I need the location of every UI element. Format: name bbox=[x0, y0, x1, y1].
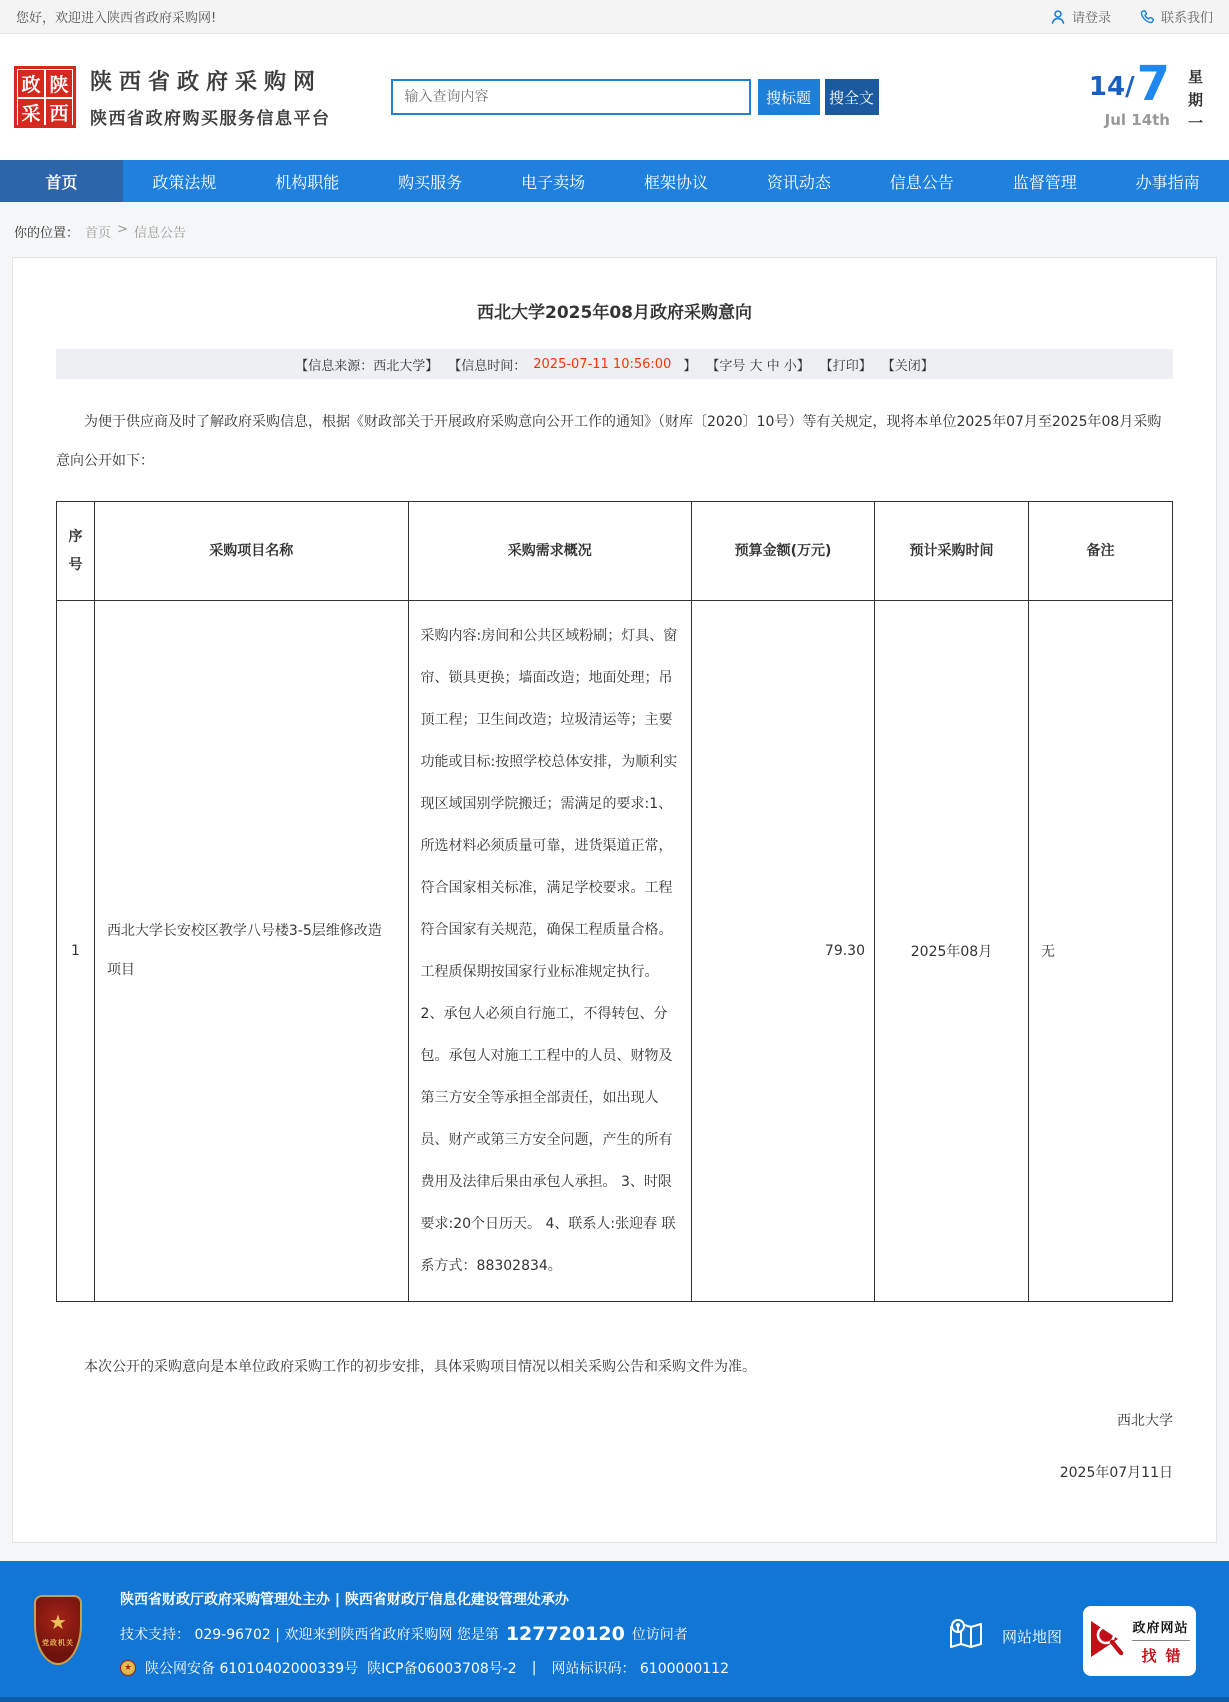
phone-icon bbox=[1139, 9, 1155, 25]
cell-time: 2025年08月 bbox=[875, 601, 1029, 1302]
nav-item-home[interactable]: 首页 bbox=[0, 160, 123, 202]
meta-time-value: 2025-07-11 10:56:00 bbox=[533, 356, 672, 372]
icp-registration[interactable]: 陕ICP备06003708号-2 bbox=[367, 1661, 517, 1678]
nav-item-supervision[interactable]: 监督管理 bbox=[1012, 172, 1077, 192]
breadcrumb bbox=[0, 202, 1229, 257]
site-logo[interactable] bbox=[14, 66, 76, 128]
map-icon bbox=[945, 1613, 987, 1659]
date-big-number: 7 bbox=[1136, 55, 1170, 112]
site-title: 陕西省政府采购网 bbox=[90, 70, 323, 95]
cell-project-name: 西北大学长安校区教学八号楼3-5层维修改造项目 bbox=[94, 601, 408, 1302]
party-government-badge bbox=[34, 1595, 82, 1665]
date-english: Jul 14th bbox=[1104, 110, 1170, 129]
site-footer bbox=[0, 1561, 1229, 1702]
site-subtitle: 陕西省政府购买服务信息平台 bbox=[90, 109, 331, 129]
search-input[interactable] bbox=[391, 79, 751, 115]
gov-site-find-error-widget[interactable] bbox=[1083, 1606, 1196, 1676]
nav-item-policies[interactable]: 政策法规 bbox=[152, 172, 217, 192]
cell-budget: 79.30 bbox=[691, 601, 874, 1302]
find-error-logo-icon bbox=[1089, 1618, 1125, 1664]
nav-item-guide[interactable]: 办事指南 bbox=[1135, 172, 1200, 192]
nav-item-functions[interactable]: 机构职能 bbox=[275, 172, 340, 192]
breadcrumb-home-link[interactable]: 首页 bbox=[85, 226, 112, 241]
main-nav bbox=[0, 160, 1229, 202]
breadcrumb-separator: > bbox=[117, 222, 128, 237]
meta-time-prefix: 【信息时间： bbox=[448, 358, 527, 374]
date-day-month: 14/ bbox=[1088, 71, 1135, 102]
nav-item-announcements[interactable]: 信息公告 bbox=[889, 172, 954, 192]
meta-fontsize-control[interactable]: 【字号 大 中 小】 bbox=[706, 358, 810, 374]
footer-support-line bbox=[120, 1623, 729, 1645]
nav-item-news[interactable]: 资讯动态 bbox=[766, 172, 831, 192]
col-header-time: 预计采购时间 bbox=[875, 502, 1029, 601]
welcome-text: 您好，欢迎进入陕西省政府采购网! bbox=[16, 11, 217, 26]
login-link[interactable] bbox=[1050, 7, 1111, 26]
nav-item-framework-agreement[interactable]: 框架协议 bbox=[643, 172, 708, 192]
intro-paragraph: 为便于供应商及时了解政府采购信息，根据《财政部关于开展政府采购意向公开工作的通知》（财库〔2020〕10号）等有关规定，现将本单位2025年07月至2025年08月采购意向公开如下： bbox=[56, 414, 1162, 470]
footer-registration-line bbox=[120, 1658, 729, 1678]
article-meta-bar bbox=[56, 349, 1173, 379]
user-icon bbox=[1050, 9, 1066, 25]
logo-char: 政 bbox=[18, 70, 44, 97]
meta-source: 【信息来源：西北大学】 bbox=[295, 358, 439, 374]
meta-time-suffix: 】 bbox=[683, 358, 697, 374]
sitemap-link[interactable] bbox=[945, 1613, 1062, 1659]
footer-support-suffix: 位访问者 bbox=[631, 1627, 688, 1644]
nav-item-purchase-service[interactable]: 购买服务 bbox=[398, 172, 463, 192]
top-utility-bar bbox=[0, 0, 1229, 34]
table-row bbox=[57, 601, 1173, 1302]
meta-close-button[interactable]: 【关闭】 bbox=[881, 358, 934, 374]
col-header-no: 序号 bbox=[57, 502, 95, 601]
cell-demand: 采购内容:房间和公共区域粉刷；灯具、窗帘、锁具更换；墙面改造；地面处理；吊顶工程；卫生间改造；垃圾清运等；主要功能或目标:按照学校总体安排，为顺利实现区域国别学院搬迁；需满足的要求:1、所选材料必须质量可靠，进货渠道正常，符合国家相关标准，满足学校要求。工程符合国家有关规范，确保工程质量合格。工程质保期按国家行业标准规定执行。 2、承包人必须自行施工，不得转包、分包。承包人对施工工程中的人员、财物及第三方安全等承担全部责任，如出现人员、财产或第三方安全问题，产生的所有费用及法律后果由承包人承担。 3、时限要求:20个日历天。 4、联系人:张迎春 联系方式：88302834。 bbox=[408, 601, 691, 1302]
badge-label: 党政机关 bbox=[42, 1639, 74, 1648]
contact-label: 联系我们 bbox=[1160, 11, 1213, 26]
search-bar bbox=[391, 79, 879, 115]
public-security-registration[interactable]: 陕公网安备 61010402000339号 bbox=[145, 1661, 359, 1678]
site-identification-code: 网站标识码： 6100000112 bbox=[551, 1661, 729, 1678]
footer-separator: | bbox=[531, 1660, 537, 1677]
article-card bbox=[12, 257, 1217, 1543]
visitor-count: 127720120 bbox=[505, 1623, 625, 1646]
meta-print-button[interactable]: 【打印】 bbox=[819, 358, 872, 374]
login-label: 请登录 bbox=[1071, 11, 1111, 26]
contact-link[interactable] bbox=[1139, 7, 1213, 26]
logo-char: 采 bbox=[18, 99, 44, 126]
search-fulltext-button[interactable]: 搜全文 bbox=[825, 79, 879, 115]
footer-organizer-line: 陕西省财政厅政府采购管理处主办 | 陕西省财政厅信息化建设管理处承办 bbox=[120, 1592, 569, 1609]
procurement-intent-table bbox=[56, 501, 1173, 1302]
weekday-label: 星期一 bbox=[1188, 67, 1204, 132]
closing-paragraph: 本次公开的采购意向是本单位政府采购工作的初步安排，具体采购项目情况以相关采购公告和采购文件为准。 bbox=[84, 1359, 756, 1376]
site-header bbox=[0, 34, 1229, 160]
date-widget bbox=[1088, 55, 1215, 135]
breadcrumb-current-link[interactable]: 信息公告 bbox=[133, 226, 186, 241]
col-header-budget: 预算金额(万元) bbox=[691, 502, 874, 601]
signature-date: 2025年07月11日 bbox=[1059, 1465, 1173, 1482]
police-badge-icon: ★ bbox=[120, 1660, 136, 1676]
footer-support-prefix: 技术支持： 029-96702 | 欢迎来到陕西省政府采购网 您是第 bbox=[120, 1627, 499, 1644]
col-header-remark: 备注 bbox=[1029, 502, 1173, 601]
search-title-button[interactable]: 搜标题 bbox=[758, 79, 820, 115]
col-header-project-name: 采购项目名称 bbox=[94, 502, 408, 601]
find-error-line1: 政府网站 bbox=[1132, 1617, 1189, 1641]
nav-item-e-marketplace[interactable]: 电子卖场 bbox=[521, 172, 586, 192]
badge-star-icon: ★ bbox=[49, 1610, 67, 1635]
cell-no: 1 bbox=[57, 601, 95, 1302]
breadcrumb-label: 你的位置： bbox=[14, 226, 80, 241]
find-error-line2: 找错 bbox=[1141, 1646, 1190, 1665]
logo-char: 陕 bbox=[46, 70, 72, 97]
article-title: 西北大学2025年08月政府采购意向 bbox=[477, 303, 752, 323]
table-header-row bbox=[57, 502, 1173, 601]
signature-org: 西北大学 bbox=[1117, 1413, 1173, 1430]
sitemap-label: 网站地图 bbox=[1001, 1627, 1062, 1646]
logo-char: 西 bbox=[46, 99, 72, 126]
col-header-demand: 采购需求概况 bbox=[408, 502, 691, 601]
cell-remark: 无 bbox=[1029, 601, 1173, 1302]
